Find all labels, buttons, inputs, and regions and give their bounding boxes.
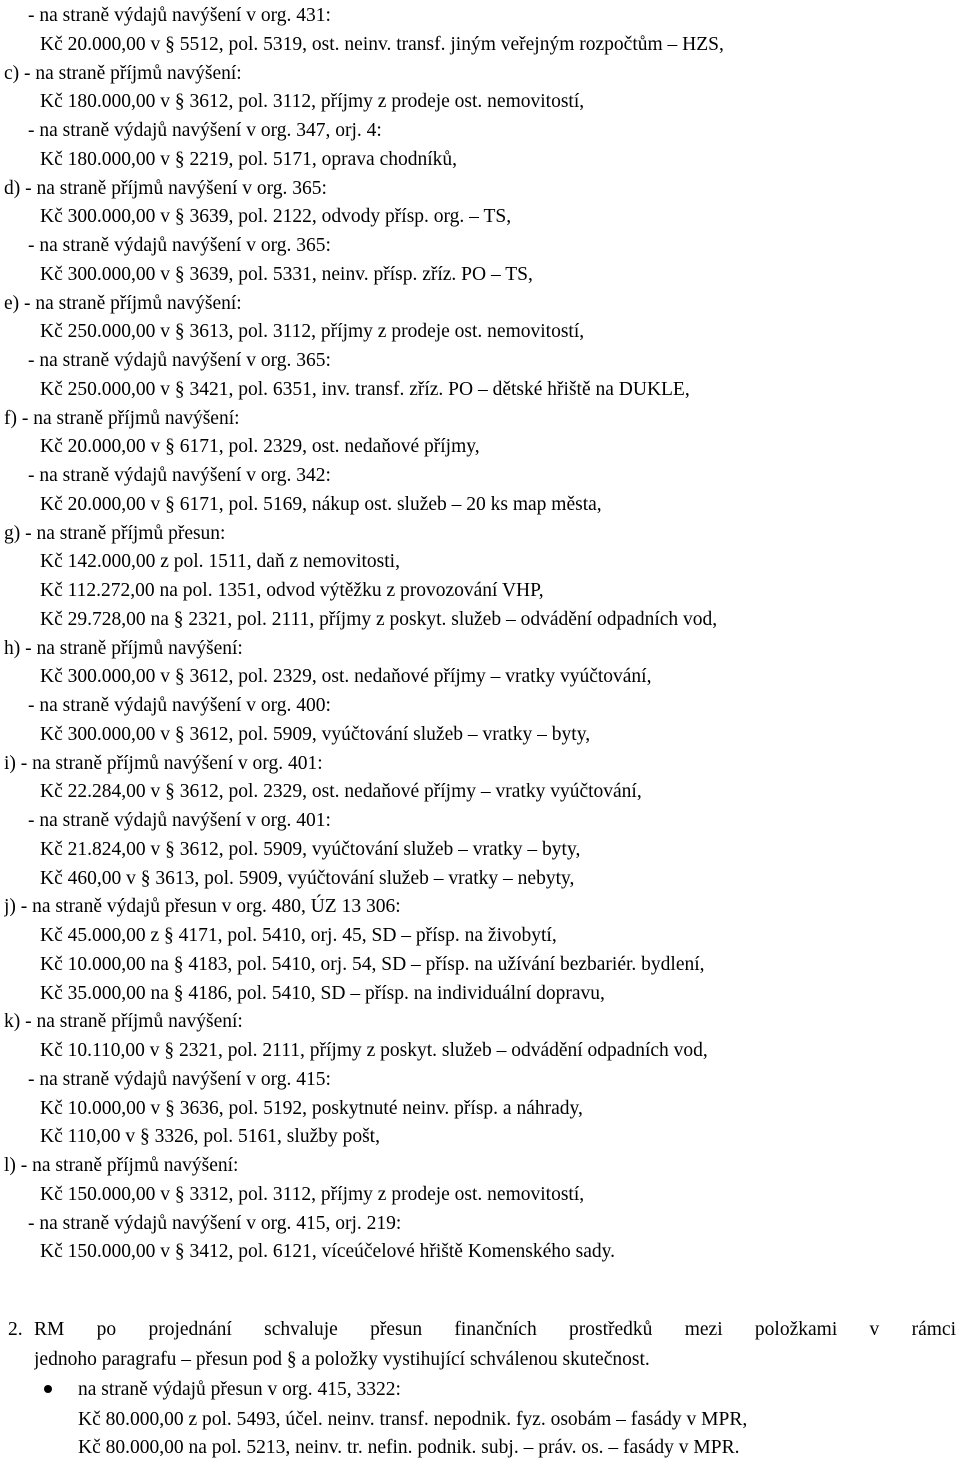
item-heading: h) - na straně příjmů navýšení: (4, 637, 243, 659)
bullet-dot-icon (44, 1385, 52, 1393)
bullet-line-1: Kč 80.000,00 z pol. 5493, účel. neinv. transf. nepodnik. fyz. osobám – fasády v MPR, (78, 1409, 748, 1430)
item-entry: Kč 250.000,00 v § 3613, pol. 3112, příjmy z prodeje ost. nemovitostí, (40, 321, 585, 343)
item-entry: Kč 180.000,00 v § 2219, pol. 5171, oprava chodníků, (40, 148, 458, 170)
item-entry: Kč 10.000,00 v § 3636, pol. 5192, poskytnuté neinv. přísp. a náhrady, (40, 1097, 583, 1119)
item-heading: j) - na straně výdajů přesun v org. 480, ÚZ 13 306: (4, 896, 401, 918)
section-2-text-line-2: jednoho paragrafu – přesun pod § a položky vystihující schválenou skutečnost. (34, 1349, 650, 1370)
item-entry: Kč 10.110,00 v § 2321, pol. 2111, příjmy z poskyt. služeb – odvádění odpadních vod, (40, 1040, 708, 1061)
item-subheading: - na straně výdajů navýšení v org. 415: (28, 1068, 331, 1090)
item-entry: Kč 142.000,00 z pol. 1511, daň z nemovitosti, (40, 551, 400, 573)
item-entry: Kč 300.000,00 v § 3639, pol. 2122, odvody přísp. org. – TS, (40, 206, 512, 228)
item-entry: Kč 180.000,00 v § 3612, pol. 3112, příjmy z prodeje ost. nemovitostí, (40, 91, 585, 113)
item-entry: Kč 150.000,00 v § 3412, pol. 6121, víceúčelové hřiště Komenského sady. (40, 1241, 615, 1263)
item-subheading: - na straně výdajů navýšení v org. 342: (28, 465, 331, 486)
item-subheading: - na straně výdajů navýšení v org. 415, orj. 219: (28, 1212, 402, 1234)
item-entry: Kč 20.000,00 v § 5512, pol. 5319, ost. neinv. transf. jiným veřejným rozpočtům – HZS, (40, 33, 724, 55)
item-entry: Kč 110,00 v § 3326, pol. 5161, služby pošt, (40, 1126, 380, 1148)
item-subheading: - na straně výdajů navýšení v org. 347, orj. 4: (28, 120, 382, 141)
item-heading: l) - na straně příjmů navýšení: (4, 1155, 239, 1176)
item-entry: Kč 22.284,00 v § 3612, pol. 2329, ost. nedaňové příjmy – vratky vyúčtování, (40, 781, 642, 803)
item-entry: Kč 150.000,00 v § 3312, pol. 3112, příjmy z prodeje ost. nemovitostí, (40, 1183, 585, 1205)
item-entry: Kč 300.000,00 v § 3612, pol. 2329, ost. nedaňové příjmy – vratky vyúčtování, (40, 666, 652, 688)
bullet-line-2: Kč 80.000,00 na pol. 5213, neinv. tr. nefin. podnik. subj. – práv. os. – fasády v MPR. (78, 1437, 740, 1458)
section-2-number: 2. (8, 1319, 23, 1340)
item-heading: f) - na straně příjmů navýšení: (4, 407, 240, 429)
item-entry: Kč 29.728,00 na § 2321, pol. 2111, příjmy z poskyt. služeb – odvádění odpadních vod, (40, 608, 718, 630)
item-entry: Kč 300.000,00 v § 3639, pol. 5331, neinv. přísp. zříz. PO – TS, (40, 263, 533, 285)
bullet-heading: na straně výdajů přesun v org. 415, 3322: (78, 1379, 401, 1400)
item-entry: Kč 300.000,00 v § 3612, pol. 5909, vyúčtování služeb – vratky – byty, (40, 723, 591, 745)
item-heading: e) - na straně příjmů navýšení: (4, 292, 242, 314)
item-entry: Kč 35.000,00 na § 4186, pol. 5410, SD – přísp. na individuální dopravu, (40, 982, 605, 1004)
item-subheading: - na straně výdajů navýšení v org. 431: (28, 5, 331, 26)
item-heading: g) - na straně příjmů přesun: (4, 522, 226, 544)
item-subheading: - na straně výdajů navýšení v org. 365: (28, 350, 331, 371)
item-entry: Kč 460,00 v § 3613, pol. 5909, vyúčtování služeb – vratky – nebyty, (40, 867, 575, 889)
item-heading: i) - na straně příjmů navýšení v org. 401: (4, 752, 323, 774)
item-entry: Kč 20.000,00 v § 6171, pol. 2329, ost. nedaňové příjmy, (40, 436, 480, 458)
section-2-text-line-1: RM po projednání schvaluje přesun finančních prostředků mezi položkami v rámci (34, 1319, 956, 1340)
item-entry: Kč 10.000,00 na § 4183, pol. 5410, orj. 54, SD – přísp. na užívání bezbariér. bydlení, (40, 953, 705, 975)
item-entry: Kč 21.824,00 v § 3612, pol. 5909, vyúčtování služeb – vratky – byty, (40, 838, 581, 860)
item-entry: Kč 45.000,00 z § 4171, pol. 5410, orj. 45, SD – přísp. na živobytí, (40, 925, 557, 946)
item-subheading: - na straně výdajů navýšení v org. 365: (28, 235, 331, 256)
item-heading: k) - na straně příjmů navýšení: (4, 1011, 243, 1033)
item-entry: Kč 20.000,00 v § 6171, pol. 5169, nákup ost. služeb – 20 ks map města, (40, 493, 602, 515)
item-heading: d) - na straně příjmů navýšení v org. 365: (4, 177, 327, 199)
item-entry: Kč 250.000,00 v § 3421, pol. 6351, inv. transf. zříz. PO – dětské hřiště na DUKLE, (40, 378, 690, 400)
item-subheading: - na straně výdajů navýšení v org. 400: (28, 695, 331, 716)
item-heading: c) - na straně příjmů navýšení: (4, 62, 242, 84)
item-entry: Kč 112.272,00 na pol. 1351, odvod výtěžku z provozování VHP, (40, 580, 544, 601)
item-subheading: - na straně výdajů navýšení v org. 401: (28, 810, 331, 831)
